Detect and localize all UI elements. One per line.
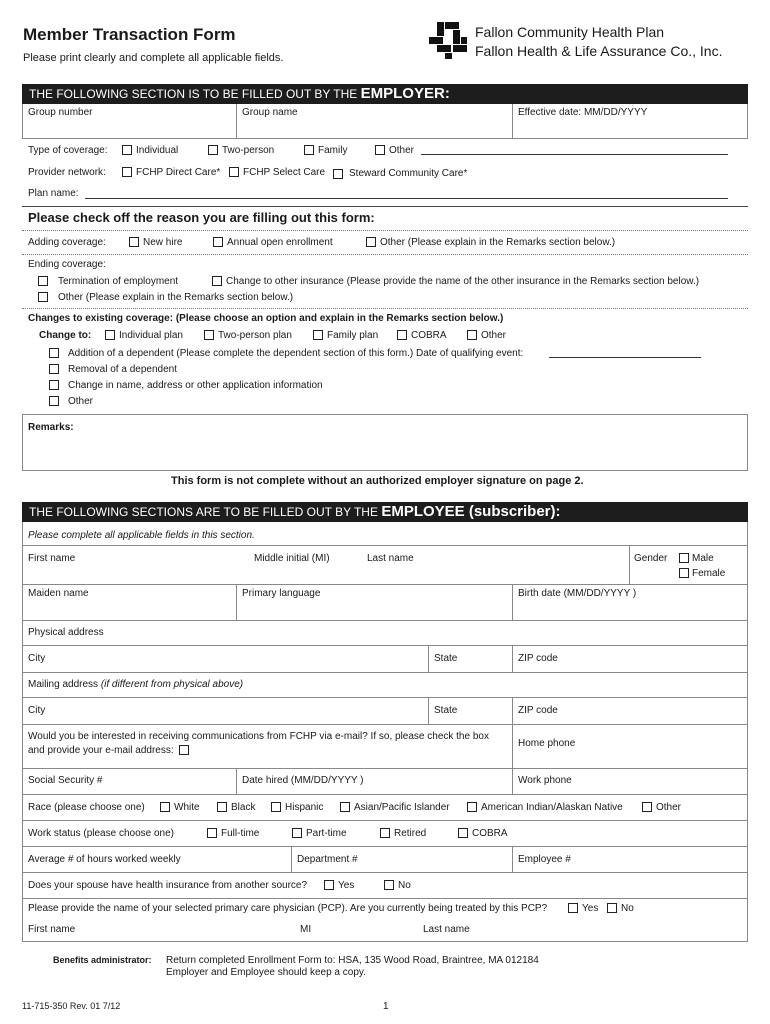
mailing-state-field[interactable]: State <box>434 705 458 716</box>
adding-open-enrollment-label: Annual open enrollment <box>227 237 333 248</box>
gender-male-label: Male <box>692 553 714 564</box>
gender-female-checkbox[interactable] <box>679 568 689 578</box>
adding-open-enrollment-checkbox[interactable] <box>213 237 223 247</box>
adding-other-checkbox[interactable] <box>366 237 376 247</box>
change-cobra-label: COBRA <box>411 330 447 341</box>
effective-date-field[interactable]: Effective date: MM/DD/YYYY <box>518 107 648 118</box>
work-part-time-checkbox[interactable] <box>292 828 302 838</box>
ending-termination-checkbox[interactable] <box>38 276 48 286</box>
change-name-checkbox[interactable] <box>49 380 59 390</box>
mailing-zip-field[interactable]: ZIP code <box>518 705 558 716</box>
adding-other-label: Other (Please explain in the Remarks section below.) <box>380 237 616 248</box>
race-black-checkbox[interactable] <box>217 802 227 812</box>
mailing-city-field[interactable]: City <box>28 705 46 716</box>
page-subtitle: Please print clearly and complete all applicable fields. <box>23 52 284 64</box>
work-cobra-checkbox[interactable] <box>458 828 468 838</box>
change-other-checkbox[interactable] <box>467 330 477 340</box>
change-other-label: Other <box>481 330 507 341</box>
provider-network-label: Provider network: <box>28 167 106 178</box>
ending-change-insurance-label: Change to other insurance (Please provide the name of the other insurance in the Remarks section below.) <box>226 276 700 287</box>
work-status-label: Work status (please choose one) <box>28 828 175 839</box>
work-part-time-label: Part-time <box>306 828 347 839</box>
gender-female-label: Female <box>692 568 726 579</box>
race-black-label: Black <box>231 802 256 813</box>
race-other-checkbox[interactable] <box>642 802 652 812</box>
change-individual-label: Individual plan <box>119 330 183 341</box>
pcp-yes-checkbox[interactable] <box>568 903 578 913</box>
state-field[interactable]: State <box>434 653 458 664</box>
page-title: Member Transaction Form <box>23 25 236 44</box>
coverage-two-person-checkbox[interactable] <box>208 145 218 155</box>
mailing-address-note: (if different from physical above) <box>100 679 244 690</box>
page-number: 1 <box>383 1001 389 1012</box>
change-two-person-checkbox[interactable] <box>204 330 214 340</box>
employee-instruction: Please complete all applicable fields in this section. <box>28 530 255 541</box>
email-opt-in-checkbox[interactable] <box>179 745 189 755</box>
race-white-label: White <box>174 802 200 813</box>
mailing-address-label: Mailing address <box>28 679 101 690</box>
coverage-two-person-label: Two-person <box>222 145 275 156</box>
reason-heading: Please check off the reason you are filling out this form: <box>28 210 375 225</box>
ending-change-insurance-checkbox[interactable] <box>212 276 222 286</box>
pcp-question: Please provide the name of your selected primary care physician (PCP). Are you currently being treated by this PCP? <box>28 903 548 914</box>
home-phone-field[interactable]: Home phone <box>518 738 576 749</box>
city-field[interactable]: City <box>28 653 46 664</box>
employee-section-header <box>22 502 748 522</box>
employee-bar-text: THE FOLLOWING SECTIONS ARE TO BE FILLED OUT BY THE <box>29 505 382 519</box>
last-name-field[interactable]: Last name <box>367 553 414 564</box>
group-name-field[interactable]: Group name <box>242 107 298 118</box>
employee-number-field[interactable]: Employee # <box>518 854 571 865</box>
race-hispanic-label: Hispanic <box>285 802 324 813</box>
race-asian-label: Asian/Pacific Islander <box>354 802 450 813</box>
work-phone-field[interactable]: Work phone <box>518 775 572 786</box>
employer-bar-emphasis: EMPLOYER: <box>360 85 450 102</box>
employer-section-header <box>22 84 748 104</box>
coverage-family-checkbox[interactable] <box>304 145 314 155</box>
group-number-field[interactable]: Group number <box>28 107 93 118</box>
adding-coverage-label: Adding coverage: <box>28 237 106 248</box>
network-steward-label: Steward Community Care* <box>349 168 468 179</box>
add-dependent-label: Addition of a dependent (Please complete the dependent section of this form.) Date of qualifying event: <box>68 348 524 359</box>
work-full-time-checkbox[interactable] <box>207 828 217 838</box>
copy-instruction: Employer and Employee should keep a copy. <box>166 967 366 978</box>
race-native-label: American Indian/Alaskan Native <box>481 802 623 813</box>
email-question-line1: Would you be interested in receiving communications from FCHP via e-mail? If so, please check the box <box>28 731 489 742</box>
department-field[interactable]: Department # <box>297 854 358 865</box>
zip-field[interactable]: ZIP code <box>518 653 558 664</box>
coverage-other-checkbox[interactable] <box>375 145 385 155</box>
change-family-label: Family plan <box>327 330 379 341</box>
coverage-family-label: Family <box>318 145 348 156</box>
remarks-field[interactable]: Remarks: <box>28 422 74 433</box>
work-full-time-label: Full-time <box>221 828 260 839</box>
spouse-yes-checkbox[interactable] <box>324 880 334 890</box>
network-direct-care-label: FCHP Direct Care* <box>136 167 221 178</box>
fallon-logo-icon <box>428 20 468 60</box>
org-name-line1: Fallon Community Health Plan <box>475 24 665 40</box>
spouse-yes-label: Yes <box>338 880 355 891</box>
plan-name-line[interactable] <box>85 198 728 199</box>
ssn-field[interactable]: Social Security # <box>28 775 103 786</box>
employer-bar-text: THE FOLLOWING SECTION IS TO BE FILLED OUT BY THE <box>29 87 361 101</box>
gender-label: Gender <box>634 553 668 564</box>
pcp-last-name-field[interactable]: Last name <box>423 924 470 935</box>
coverage-individual-label: Individual <box>136 145 179 156</box>
changes-existing-label: Changes to existing coverage: (Please choose an option and explain in the Remarks section below.) <box>28 313 504 324</box>
coverage-other-line[interactable] <box>421 154 728 155</box>
pcp-first-name-field[interactable]: First name <box>28 924 76 935</box>
remove-dependent-label: Removal of a dependent <box>68 364 177 375</box>
network-select-care-checkbox[interactable] <box>229 167 239 177</box>
change-individual-checkbox[interactable] <box>105 330 115 340</box>
work-retired-label: Retired <box>394 828 427 839</box>
adding-new-hire-checkbox[interactable] <box>129 237 139 247</box>
ending-other-checkbox[interactable] <box>38 292 48 302</box>
form-number: 11-715-350 Rev. 01 7/12 <box>22 1001 121 1011</box>
maiden-name-field[interactable]: Maiden name <box>28 588 89 599</box>
pcp-no-checkbox[interactable] <box>607 903 617 913</box>
first-name-field[interactable]: First name <box>28 553 76 564</box>
race-hispanic-checkbox[interactable] <box>271 802 281 812</box>
signature-notice: This form is not complete without an authorized employer signature on page 2. <box>171 475 584 487</box>
coverage-other-label: Other <box>389 145 415 156</box>
reason-other-checkbox[interactable] <box>49 396 59 406</box>
avg-hours-field[interactable]: Average # of hours worked weekly <box>28 854 181 865</box>
race-other-label: Other <box>656 802 682 813</box>
change-to-label: Change to: <box>39 330 92 341</box>
pcp-yes-label: Yes <box>582 903 599 914</box>
race-asian-checkbox[interactable] <box>340 802 350 812</box>
plan-name-label: Plan name: <box>28 188 79 199</box>
change-cobra-checkbox[interactable] <box>397 330 407 340</box>
race-native-checkbox[interactable] <box>467 802 477 812</box>
return-instruction: Return completed Enrollment Form to: HSA, 135 Wood Road, Braintree, MA 012184 <box>166 955 539 966</box>
benefits-admin-label: Benefits administrator: <box>53 955 152 965</box>
ending-termination-label: Termination of employment <box>58 276 179 287</box>
work-retired-checkbox[interactable] <box>380 828 390 838</box>
qualifying-event-line[interactable] <box>549 357 701 358</box>
adding-new-hire-label: New hire <box>143 237 183 248</box>
remove-dependent-checkbox[interactable] <box>49 364 59 374</box>
change-family-checkbox[interactable] <box>313 330 323 340</box>
primary-language-field[interactable]: Primary language <box>242 588 321 599</box>
change-two-person-label: Two-person plan <box>218 330 292 341</box>
org-name-line2: Fallon Health & Life Assurance Co., Inc. <box>475 43 723 59</box>
gender-male-checkbox[interactable] <box>679 553 689 563</box>
change-name-label: Change in name, address or other application information <box>68 380 323 391</box>
pcp-mi-field[interactable]: MI <box>300 924 312 935</box>
work-cobra-label: COBRA <box>472 828 508 839</box>
birth-date-field[interactable]: Birth date (MM/DD/YYYY ) <box>518 588 637 599</box>
type-of-coverage-label: Type of coverage: <box>28 145 108 156</box>
ending-other-label: Other (Please explain in the Remarks section below.) <box>58 292 294 303</box>
ending-coverage-label: Ending coverage: <box>28 259 106 270</box>
email-question-line2: and provide your e-mail address: <box>28 745 174 756</box>
mailing-address-field[interactable] <box>28 679 243 691</box>
middle-initial-field[interactable]: Middle initial (MI) <box>254 553 330 564</box>
add-dependent-checkbox[interactable] <box>49 348 59 358</box>
date-hired-field[interactable]: Date hired (MM/DD/YYYY ) <box>242 775 364 786</box>
physical-address-field[interactable]: Physical address <box>28 627 104 638</box>
network-steward-checkbox[interactable] <box>333 169 343 179</box>
spouse-question: Does your spouse have health insurance from another source? <box>28 880 308 891</box>
spouse-no-label: No <box>398 880 411 891</box>
pcp-no-label: No <box>621 903 634 914</box>
network-direct-care-checkbox[interactable] <box>122 167 132 177</box>
spouse-no-checkbox[interactable] <box>384 880 394 890</box>
reason-other-label: Other <box>68 396 94 407</box>
employee-bar-emphasis: EMPLOYEE (subscriber): <box>381 503 561 520</box>
race-label: Race (please choose one) <box>28 802 145 813</box>
network-select-care-label: FCHP Select Care <box>243 167 326 178</box>
coverage-individual-checkbox[interactable] <box>122 145 132 155</box>
race-white-checkbox[interactable] <box>160 802 170 812</box>
